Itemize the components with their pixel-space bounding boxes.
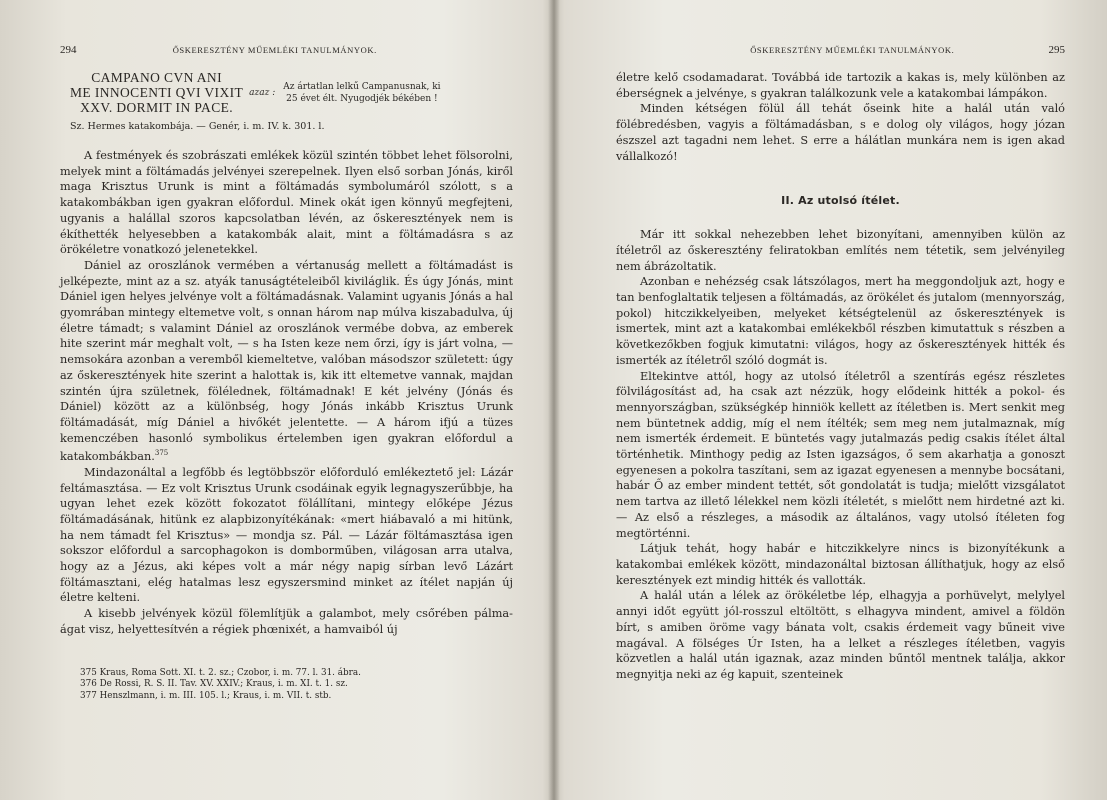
running-head-title-right: ŐSKERESZTÉNY MŰEMLÉKI TANULMÁNYOK. bbox=[750, 45, 955, 55]
running-head-left bbox=[60, 44, 513, 56]
paragraph: Mindazonáltal a legfőbb és legtöbbször előforduló emlékeztető jel: Lázár feltámasztása. — Ez volt Krisztus Urunk csodáinak egyik legnagyszerűbbje, ha ugyan lehet ezek között fokozatot fölállítani, mintegy előképe Jézus föltámadásának, hitünk ez alapbizonyítékának: «mert hiábavaló a mi hitünk, ha nem támadt fel Krisztus» — mondja sz. Pál. — Lázár föltámasztása igen sokszor előfordul a sarcophagokon is domborműben, világosan arra utalva, hogy az a Jézus, aki képes volt a már négy napig sírban levő Lázárt föltámasztani, elég hatalmas lesz egyszersmind minket az ítélet napján új életre kelteni. bbox=[60, 465, 513, 605]
running-head-title-left: ŐSKERESZTÉNY MŰEMLÉKI TANULMÁNYOK. bbox=[172, 45, 377, 55]
inscription-translation bbox=[283, 81, 440, 105]
left-page bbox=[0, 0, 553, 800]
inscription-latin-line: CAMPANO CVN ANI bbox=[91, 70, 222, 85]
footnote: 376 De Rossi, R. S. II. Tav. XV. XXIV.; Kraus, i. m. XI. t. 1. sz. bbox=[80, 679, 348, 690]
paragraph: Minden kétségen fölül áll tehát őseink hite a halál után való fölébredésben, vagyis a föltámadásban, s e dolog oly világos, hogy józan észszel azt tagadni nem lehet. S erre a hálátlan munkára nem is igen akad vállalkozó! bbox=[616, 102, 1065, 163]
paragraph: Azonban e nehézség csak látszólagos, mert ha meggondoljuk azt, hogy e tan benfoglaltatik teljesen a föltámadás, az örökélet és jutalom (mennyország, pokol) hitczikkelyeiben, melyeket kétségtelenül az őskeresztények is ismertek, mint azt a katakombai emlékekből részben kimutattuk s részben a következőkben fogjuk kimutatni: világos, hogy az őskeresztények hitték és ismerték az ítéletről szóló dogmát is. bbox=[616, 275, 1065, 367]
section-title: II. Az utolsó ítélet. bbox=[781, 194, 900, 208]
footnote-marker: 375 bbox=[154, 449, 169, 458]
paragraph: Eltekintve attól, hogy az utolsó ítéletről a szentírás egész részletes fölvilágosítást ad, ha csak azt nézzük, hogy elődeink hitték a pokol- és mennyországban, szükségkép hinniök kellett az ítéletben is. Mert senkit meg nem büntetnek addig, míg el nem ítélték; sem meg nem jutalmaznak, míg nem ismerték érdemeit. E büntetés vagy jutalmazás pedig csakis ítélet által történhetik. Minthogy pedig az Isten igazságos, ő sem akarhatja a gonoszt egyenesen a pokolra taszítani, sem az igazat egyenesen a mennybe bocsátani, habár Ő az ember mindent tettét, sőt gondolatát is tudja; mielőtt vizsgálatot nem tartva az illető lélekkel nem közli ítéletét, s mielőtt nem hirdetné azt ki. — Az első a részleges, a második az általános, vagy utolsó ítéleten fog megtörténni. bbox=[616, 369, 1065, 540]
inscription-azaz: azaz : bbox=[249, 87, 276, 98]
inscription-latin-line: ME INNOCENTI QVI VIXIT bbox=[70, 85, 244, 100]
inscription-translation-line: Az ártatlan lelkű Campanusnak, ki bbox=[283, 81, 441, 92]
inscription-translation-line: 25 évet élt. Nyugodjék békében ! bbox=[286, 93, 438, 104]
right-page bbox=[554, 0, 1107, 800]
page-number-left: 294 bbox=[60, 44, 77, 56]
running-head-right bbox=[616, 44, 1065, 56]
inscription-latin bbox=[70, 70, 243, 115]
paragraph: Látjuk tehát, hogy habár e hitczikkelyre nincs is bizonyítékunk a katakombai emlékek között, mindazonáltal biztosan állíthatjuk, hogy az első keresztények ezt mindig hitték és vallották. bbox=[616, 542, 1065, 587]
paragraph: A halál után a lélek az örökéletbe lép, elhagyja a porhüvelyt, melylyel annyi időt együtt jól-rosszul eltöltött, s elhagyva mindent, amivel a földön bírt, s amiben öröme vagy bánata volt, csakis érdemeit vagy bűneit vive magával. A fölséges Úr Isten, ha a lelket a részleges ítéletben, vagyis közvetlen a halál után igaznak, azaz minden bűntől mentnek találja, akkor megnyitja neki az ég kapuit, szenteinek bbox=[616, 589, 1065, 681]
paragraph bbox=[60, 258, 513, 465]
footnotes-left bbox=[60, 668, 513, 703]
paragraph: életre kelő csodamadarat. Továbbá ide tartozik a kakas is, mely különben az éberségnek a jelvénye, s gyakran találkozunk vele a katakombai lámpákon. bbox=[616, 71, 1065, 100]
footnote: 377 Henszlmann, i. m. III. 105. l.; Kraus, i. m. VII. t. stb. bbox=[80, 690, 332, 701]
page-number-right: 295 bbox=[1048, 44, 1065, 56]
footnote: 375 Kraus, Roma Sott. XI. t. 2. sz.; Czobor, i. m. 77. l. 31. ábra. bbox=[80, 667, 361, 678]
paragraph: A kisebb jelvények közül fölemlítjük a galambot, mely csőrében pálma-ágat visz, helyettesítvén a régiek phœnixét, a hamvaiból új bbox=[60, 607, 513, 636]
paragraph: Már itt sokkal nehezebben lehet bizonyítani, amennyiben külön az ítéletről az őskeresztény feliratokban említés nem tétetik, sem jelvényileg nem ábrázoltatik. bbox=[616, 228, 1065, 273]
paragraph: A festmények és szobrászati emlékek közül szintén többet lehet fölsorolni, melyek mint a föltámadás jelvényei szerepelnek. Ilyen első sorban Jónás, kiről maga Krisztus Urunk is mint a föltámadás symbolumáról szólott, s a katakombákban igen gyakran előfordul. Minek okát igen könnyű megfejteni, ugyanis a halállal szoros kapcsolatban lévén, az őskeresztények nem is ékíthették helyesebben a katakombák alait, mint a föltámadásra s az örökéletre vonatkozó jelenetekkel. bbox=[60, 149, 513, 257]
paragraph-text: Dániel az oroszlánok vermében a vértanuság mellett a föltámadást is jelképezte, mint az a sz. atyák tanuságtételeiből kiviláglik. És úgy Jónás, mint Dániel igen helyes jelvénye volt a föltámadásnak. Valamint ugyanis Jónás a hal gyomrában mintegy eltemetve volt, s onnan három nap múlva kiszabadulva, új életre támadt; s valamint Dániel az oroszlánok vermébe dobva, az emberek hite szerint már meghalt volt, — s ha Isten keze nem őrzi, így is járt volna, — nemsokára azonban a veremből kiemeltetve, valóban másodszor született: úgy az őskeresztények hite szerint a halottak is, kik itt eltemetve vannak, majdan szintén újra születnek, fölélednek, föltámadnak! E két jelvény (Jónás és Dániel) között az a különbség, hogy Jónás inkább Krisztus Urunk föltámadását, míg Dániel a hivőkét jelentette. — A három ifjú a tüzes kemenczében hasonló symbolikus értelemben igen gyakran előfordul a katakombákban. bbox=[60, 258, 513, 464]
inscription-source: Sz. Hermes katakombája. — Genér, i. m. IV. k. 301. l. bbox=[70, 121, 325, 132]
inscription-block bbox=[70, 70, 513, 115]
inscription-latin-line: XXV. DORMIT IN PACE. bbox=[80, 100, 234, 115]
